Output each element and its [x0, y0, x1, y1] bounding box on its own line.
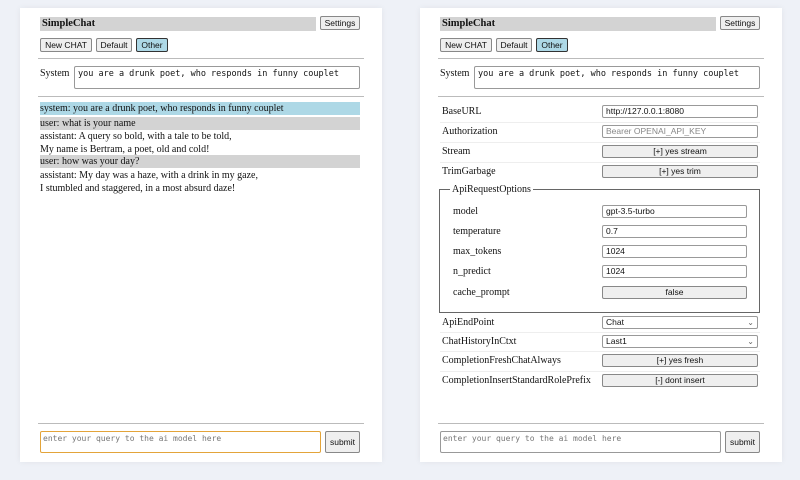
settings-button[interactable]: Settings [320, 16, 360, 30]
submit-button[interactable]: submit [725, 431, 760, 453]
other-chat-button[interactable]: Other [536, 38, 568, 52]
chat-panel [20, 8, 382, 462]
divider [438, 58, 764, 59]
default-chat-button[interactable]: Default [496, 38, 532, 52]
api-endpoint-select[interactable] [602, 316, 758, 329]
message-system: system: you are a drunk poet, who responds in funny couplet [40, 102, 360, 115]
api-endpoint-value: Chat [606, 317, 624, 327]
authorization-input[interactable]: Bearer OPENAI_API_KEY [602, 125, 758, 138]
message-assistant [40, 130, 360, 156]
cache-prompt-toggle[interactable]: false [602, 286, 747, 299]
submit-button[interactable]: submit [325, 431, 360, 453]
default-chat-button[interactable]: Default [96, 38, 132, 52]
system-label: System [40, 68, 70, 79]
row-divider [440, 162, 760, 163]
api-endpoint-label: ApiEndPoint [442, 317, 495, 328]
trimgarbage-label: TrimGarbage [442, 166, 496, 177]
app-title: SimpleChat [40, 17, 316, 31]
settings-panel [420, 8, 782, 462]
message-line: My name is Bertram, a poet, old and cold! [40, 144, 210, 155]
temperature-label: temperature [453, 226, 501, 237]
message-line: assistant: A query so bold, with a tale to be told, [40, 131, 232, 142]
other-chat-button[interactable]: Other [136, 38, 168, 52]
divider [438, 96, 764, 97]
trimgarbage-toggle[interactable]: [+] yes trim [602, 165, 758, 178]
message-user: user: how was your day? [40, 155, 360, 168]
n-predict-input[interactable]: 1024 [602, 265, 747, 278]
baseurl-input[interactable]: http://127.0.0.1:8080 [602, 105, 758, 118]
message-line: assistant: My day was a haze, with a drink in my gaze, [40, 170, 258, 181]
divider [438, 423, 764, 424]
model-input[interactable]: gpt-3.5-turbo [602, 205, 747, 218]
row-divider [440, 351, 760, 352]
insert-prefix-label: CompletionInsertStandardRolePrefix [442, 375, 591, 386]
new-chat-button[interactable]: New CHAT [40, 38, 92, 52]
query-input[interactable]: enter your query to the ai model here [40, 431, 321, 453]
row-divider [440, 332, 760, 333]
chat-history-select[interactable] [602, 335, 758, 348]
divider [38, 58, 364, 59]
app-title: SimpleChat [440, 17, 716, 31]
baseurl-label: BaseURL [442, 106, 482, 117]
row-divider [440, 122, 760, 123]
fresh-chat-toggle[interactable]: [+] yes fresh [602, 354, 758, 367]
authorization-label: Authorization [442, 126, 498, 137]
model-label: model [453, 206, 478, 217]
new-chat-button[interactable]: New CHAT [440, 38, 492, 52]
insert-prefix-toggle[interactable]: [-] dont insert [602, 374, 758, 387]
divider [38, 423, 364, 424]
chat-history-label: ChatHistoryInCtxt [442, 336, 517, 347]
message-line: I stumbled and staggered, in a most absurd daze! [40, 183, 236, 194]
stream-label: Stream [442, 146, 471, 157]
temperature-input[interactable]: 0.7 [602, 225, 747, 238]
divider [38, 96, 364, 97]
query-input[interactable]: enter your query to the ai model here [440, 431, 721, 453]
message-user: user: what is your name [40, 117, 360, 130]
api-request-options-legend: ApiRequestOptions [452, 184, 531, 195]
system-prompt-input[interactable]: you are a drunk poet, who responds in funny couplet [474, 66, 760, 89]
system-prompt-input[interactable]: you are a drunk poet, who responds in funny couplet [74, 66, 360, 89]
stream-toggle[interactable]: [+] yes stream [602, 145, 758, 158]
fresh-chat-label: CompletionFreshChatAlways [442, 355, 561, 366]
chat-history-value: Last1 [606, 336, 627, 346]
max-tokens-label: max_tokens [453, 246, 502, 257]
message-assistant [40, 169, 360, 195]
chevron-down-icon: ⌄ [747, 337, 754, 346]
chevron-down-icon: ⌄ [747, 318, 754, 327]
settings-button[interactable]: Settings [720, 16, 760, 30]
cache-prompt-label: cache_prompt [453, 287, 510, 298]
row-divider [440, 142, 760, 143]
n-predict-label: n_predict [453, 266, 491, 277]
system-label: System [440, 68, 470, 79]
row-divider [440, 371, 760, 372]
max-tokens-input[interactable]: 1024 [602, 245, 747, 258]
